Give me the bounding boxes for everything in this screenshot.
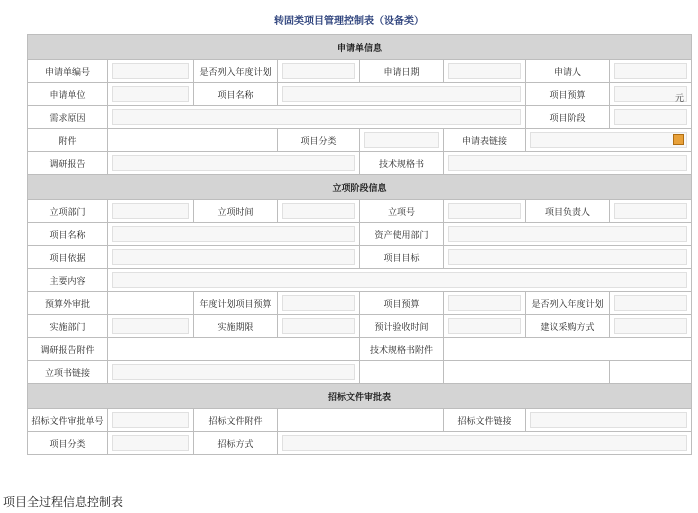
- unit-yuan: 元: [674, 94, 684, 104]
- expected-accept-time-field[interactable]: [444, 315, 526, 338]
- project-name-field[interactable]: [278, 83, 526, 106]
- bid-doc-link-field[interactable]: [526, 409, 692, 432]
- label-proj-goal: 项目目标: [360, 246, 444, 269]
- project-control-form: [27, 34, 692, 455]
- extra-budget-approval-field[interactable]: [108, 292, 194, 315]
- label-proj-basis: 项目依据: [28, 246, 108, 269]
- label-proj-dept: 立项部门: [28, 200, 108, 223]
- project-category-field[interactable]: [360, 129, 444, 152]
- label-bid-method: 招标方式: [194, 432, 278, 455]
- page-title: 转固类项目管理控制表（设备类）: [274, 16, 424, 27]
- proj-doc-link-field[interactable]: [108, 361, 360, 384]
- label-app-date: 申请日期: [360, 60, 444, 83]
- proj-no-field[interactable]: [444, 200, 526, 223]
- research-report-field[interactable]: [108, 152, 360, 175]
- proj-basis-field[interactable]: [108, 246, 360, 269]
- need-reason-field[interactable]: [108, 106, 526, 129]
- section-project-info: 立项阶段信息: [28, 175, 692, 200]
- label-app-unit: 申请单位: [28, 83, 108, 106]
- applicant-field[interactable]: [610, 60, 692, 83]
- proj-dept-field[interactable]: [108, 200, 194, 223]
- app-unit-field[interactable]: [108, 83, 194, 106]
- tech-spec-attach-field[interactable]: [444, 338, 692, 361]
- attachment-field[interactable]: [108, 129, 278, 152]
- section-application-info: 申请单信息: [28, 35, 692, 60]
- proj-time-field[interactable]: [278, 200, 360, 223]
- in-annual-plan-field[interactable]: [278, 60, 360, 83]
- label-in-annual-plan-2: 是否列入年度计划: [526, 292, 610, 315]
- proj-category-2-field[interactable]: [108, 432, 194, 455]
- app-form-link-field[interactable]: [526, 129, 692, 152]
- project-stage-field[interactable]: [610, 106, 692, 129]
- proj-leader-field[interactable]: [610, 200, 692, 223]
- section-bidding-approval: 招标文件审批表: [28, 384, 692, 409]
- research-report-attach-field[interactable]: [108, 338, 360, 361]
- label-research-report-attach: 调研报告附件: [28, 338, 108, 361]
- label-suggested-purchase: 建议采购方式: [526, 315, 610, 338]
- label-proj-doc-link: 立项书链接: [28, 361, 108, 384]
- page-caption: 项目全过程信息控制表: [3, 495, 124, 509]
- asset-use-dept-field[interactable]: [444, 223, 692, 246]
- app-date-field[interactable]: [444, 60, 526, 83]
- label-proj-category-2: 项目分类: [28, 432, 108, 455]
- label-expected-accept-time: 预计验收时间: [360, 315, 444, 338]
- label-applicant: 申请人: [526, 60, 610, 83]
- label-impl-dept: 实施部门: [28, 315, 108, 338]
- label-need-reason: 需求原因: [28, 106, 108, 129]
- impl-dept-field[interactable]: [108, 315, 194, 338]
- label-tech-spec-attach: 技术规格书附件: [360, 338, 444, 361]
- label-app-no: 申请单编号: [28, 60, 108, 83]
- annual-plan-budget-field[interactable]: [278, 292, 360, 315]
- main-content-field[interactable]: [108, 269, 692, 292]
- suggested-purchase-field[interactable]: [610, 315, 692, 338]
- label-app-form-link: 申请表链接: [444, 129, 526, 152]
- label-in-annual-plan: 是否列入年度计划: [194, 60, 278, 83]
- label-main-content: 主要内容: [28, 269, 108, 292]
- bid-method-field[interactable]: [278, 432, 692, 455]
- label-bid-doc-attach: 招标文件附件: [194, 409, 278, 432]
- app-no-field[interactable]: [108, 60, 194, 83]
- label-proj-leader: 项目负责人: [526, 200, 610, 223]
- label-project-name: 项目名称: [194, 83, 278, 106]
- label-attachment: 附件: [28, 129, 108, 152]
- label-tech-spec: 技术规格书: [360, 152, 444, 175]
- label-annual-plan-budget: 年度计划项目预算: [194, 292, 278, 315]
- label-impl-period: 实施期限: [194, 315, 278, 338]
- bid-doc-approval-no-field[interactable]: [108, 409, 194, 432]
- label-extra-budget-approval: 预算外审批: [28, 292, 108, 315]
- link-picker-icon[interactable]: [673, 134, 684, 145]
- label-project-budget: 项目预算: [526, 83, 610, 106]
- label-bid-doc-approval-no: 招标文件审批单号: [28, 409, 108, 432]
- label-bid-doc-link: 招标文件链接: [444, 409, 526, 432]
- label-research-report: 调研报告: [28, 152, 108, 175]
- tech-spec-field[interactable]: [444, 152, 692, 175]
- label-proj-budget: 项目预算: [360, 292, 444, 315]
- label-proj-no: 立项号: [360, 200, 444, 223]
- label-project-category: 项目分类: [278, 129, 360, 152]
- impl-period-field[interactable]: [278, 315, 360, 338]
- label-proj-time: 立项时间: [194, 200, 278, 223]
- proj-budget-field[interactable]: [444, 292, 526, 315]
- label-project-stage: 项目阶段: [526, 106, 610, 129]
- project-budget-field[interactable]: [610, 83, 692, 106]
- label-proj-name: 项目名称: [28, 223, 108, 246]
- in-annual-plan-2-field[interactable]: [610, 292, 692, 315]
- bid-doc-attach-field[interactable]: [278, 409, 444, 432]
- proj-goal-field[interactable]: [444, 246, 692, 269]
- proj-name-field[interactable]: [108, 223, 360, 246]
- label-asset-use-dept: 资产使用部门: [360, 223, 444, 246]
